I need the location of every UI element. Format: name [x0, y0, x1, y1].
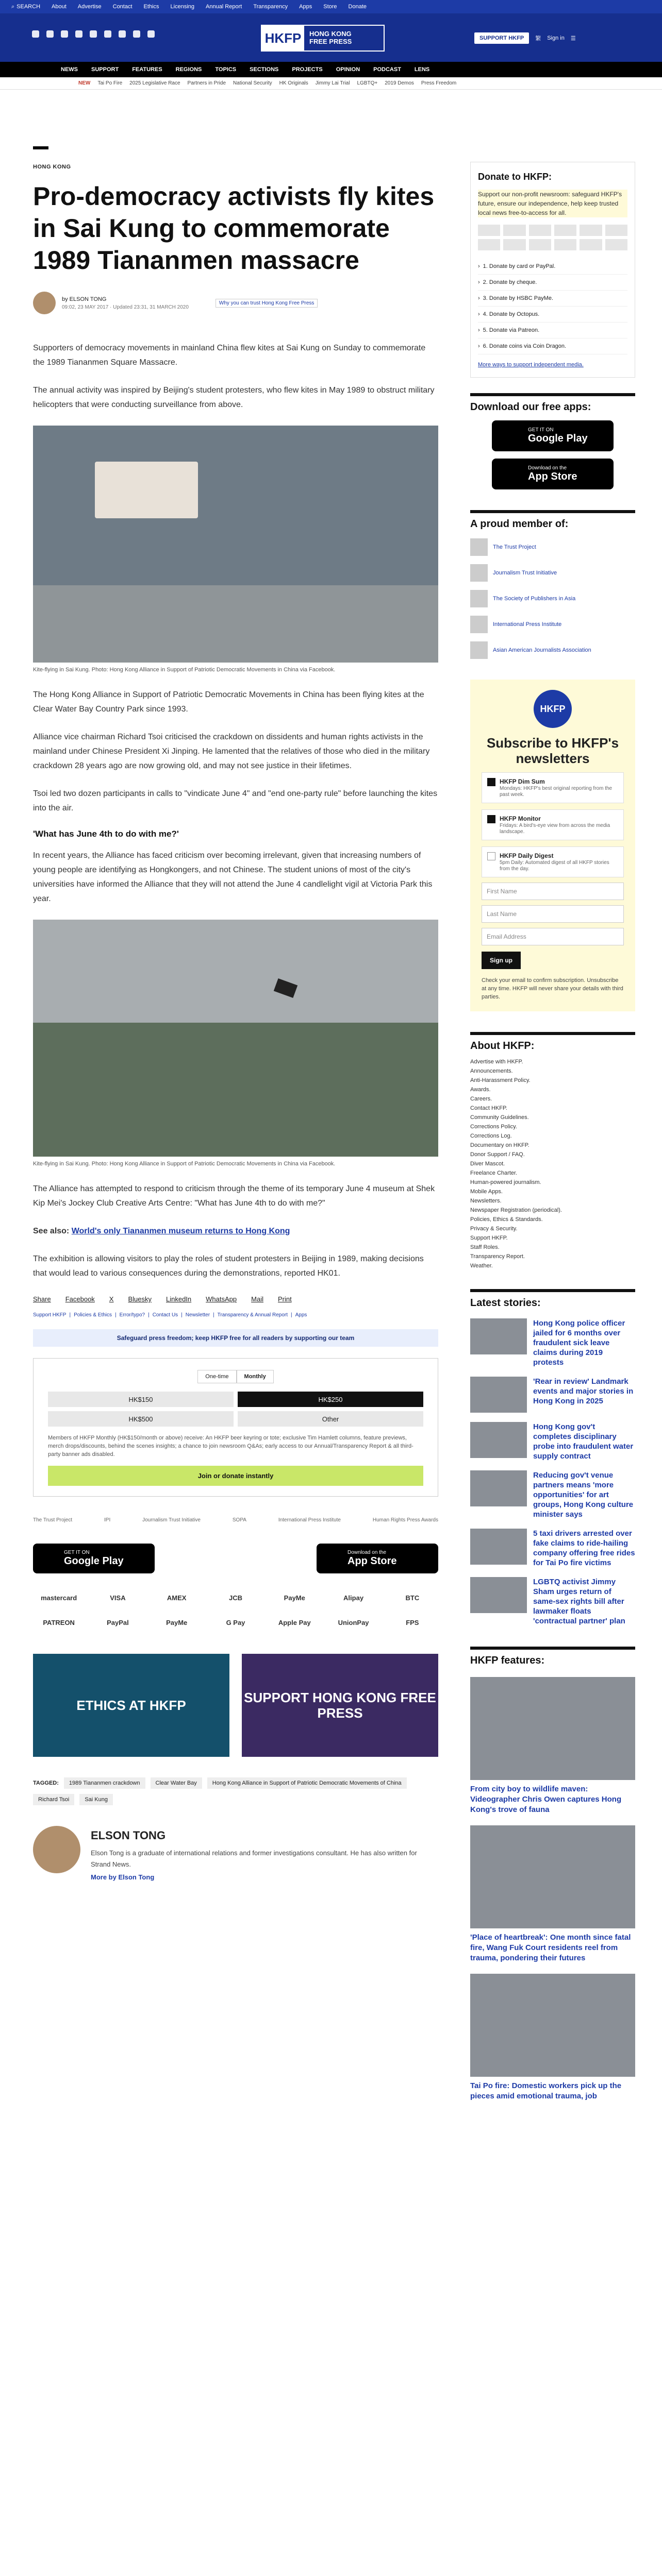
author-bio: Elson Tong is a graduate of international relations and former investigations consultant. He has also written for Strand News.	[91, 1849, 417, 1868]
about-link[interactable]: Anti-Harassment Policy.	[470, 1077, 531, 1083]
option-title: HKFP Dim Sum	[500, 778, 545, 785]
author-avatar[interactable]	[33, 292, 56, 314]
about-link[interactable]: Advertise with HKFP.	[470, 1059, 523, 1065]
tags-label: TAGGED:	[33, 1780, 59, 1786]
feature-image	[470, 1677, 635, 1780]
member-heading: A proud member of:	[470, 510, 635, 530]
search-icon: ⌕	[11, 3, 15, 10]
topbar-annual-report[interactable]: Annual Report	[206, 4, 242, 10]
promo-banners	[33, 1654, 438, 1757]
member-logo[interactable]	[470, 564, 635, 582]
about-link[interactable]: Mobile Apps.	[470, 1189, 503, 1195]
option-desc: 5pm Daily: Automated digest of all HKFP stories from the day.	[500, 860, 609, 872]
checkbox-unchecked-icon[interactable]	[487, 852, 495, 860]
newsletter-option[interactable]	[482, 772, 624, 803]
topbar-donate[interactable]: Donate	[348, 4, 367, 10]
donation-widget	[33, 1358, 438, 1497]
last-name-input[interactable]: Last Name	[482, 905, 624, 923]
support-promo[interactable]: SUPPORT HONG KONG FREE PRESS	[242, 1654, 438, 1757]
nav-features[interactable]: FEATURES	[132, 66, 162, 73]
store-big: Google Play	[528, 433, 588, 444]
latest-story[interactable]	[470, 1470, 635, 1519]
visa-icon: VISA	[110, 1594, 126, 1602]
paragraph: Supporters of democracy movements in mainland China flew kites at Sai Kung on Sunday to commemorate the 1989 Tiananmen Square Massacre.	[33, 344, 426, 367]
topbar-ethics[interactable]: Ethics	[143, 4, 159, 10]
share-whatsapp[interactable]: WhatsApp	[206, 1295, 237, 1303]
option-desc: Mondays: HKFP's best original reporting from the past week.	[500, 786, 613, 798]
story-title: 'Rear in review' Landmark events and major stories in Hong Kong in 2025	[533, 1377, 634, 1405]
payme-icon: PayMe	[166, 1618, 188, 1626]
tag[interactable]: Hong Kong Alliance in Support of Patriotic Democratic Movements of China	[207, 1777, 407, 1789]
donate-option[interactable]	[478, 307, 627, 323]
about-link[interactable]: Weather.	[470, 1263, 493, 1269]
store-big: App Store	[347, 1555, 397, 1567]
latest-story[interactable]	[470, 1377, 635, 1413]
feature-image	[470, 1825, 635, 1928]
subheading: 'What has June 4th to do with me?'	[33, 829, 179, 839]
link-transparency[interactable]: Transparency & Annual Report	[217, 1312, 288, 1318]
jcb-icon: JCB	[228, 1594, 242, 1602]
member-logo[interactable]	[470, 590, 635, 607]
nav-projects[interactable]: PROJECTS	[292, 66, 323, 73]
story-thumbnail	[470, 1422, 527, 1458]
about-link[interactable]: Community Guidelines.	[470, 1114, 529, 1121]
unionpay-icon: UnionPay	[338, 1618, 369, 1626]
payment-logo	[529, 225, 551, 236]
sec-item[interactable]: LGBTQ+	[357, 80, 378, 86]
about-link[interactable]: Documentary on HKFP.	[470, 1142, 529, 1148]
article-photo-crowd[interactable]	[33, 920, 438, 1157]
app-store-buttons	[33, 1544, 438, 1573]
logo-mark: HKFP	[262, 26, 304, 50]
sec-item[interactable]: 2019 Demos	[385, 80, 414, 86]
sec-item[interactable]: Tai Po Fire	[97, 80, 123, 86]
facebook-icon[interactable]	[32, 30, 39, 38]
more-by-author-link[interactable]: More by Elson Tong	[91, 1873, 155, 1881]
story-thumbnail	[470, 1577, 527, 1613]
nav-topics[interactable]: TOPICS	[215, 66, 237, 73]
option-label: 6. Donate coins via Coin Dragon.	[483, 343, 567, 349]
features-heading: HKFP features:	[470, 1647, 635, 1667]
author-box	[33, 1826, 438, 1881]
x-icon[interactable]	[46, 30, 54, 38]
topbar-licensing[interactable]: Licensing	[170, 4, 194, 10]
topbar-store[interactable]: Store	[323, 4, 337, 10]
story-title: Reducing gov't venue partners means 'more opportunities' for art groups, Hong Kong culture minister says	[533, 1471, 634, 1519]
payment-logo	[529, 239, 551, 250]
store-big: App Store	[528, 471, 577, 482]
topbar-transparency[interactable]: Transparency	[253, 4, 288, 10]
sidebar	[470, 90, 635, 2102]
option-title: HKFP Monitor	[500, 815, 541, 822]
about-link[interactable]: Support HKFP.	[470, 1235, 508, 1241]
store-small: Download on the	[528, 465, 567, 471]
google-play-button[interactable]	[33, 1544, 155, 1573]
signin-link[interactable]: Sign in	[547, 35, 565, 41]
about-link[interactable]: Diver Mascot.	[470, 1161, 505, 1167]
about-link[interactable]: Staff Roles.	[470, 1244, 500, 1250]
member-icon	[470, 564, 488, 582]
newsletter-option[interactable]	[482, 809, 624, 840]
link-support[interactable]: Support HKFP	[33, 1312, 67, 1318]
newsletter-box	[470, 680, 635, 1011]
linkedin-icon[interactable]	[119, 30, 126, 38]
feature-title: 'Place of heartbreak': One month since fatal fire, Wang Fuk Court residents reel from trauma, pondering their futures	[470, 1933, 631, 1962]
paragraph: In recent years, the Alliance has faced criticism over becoming irrelevant, given that increasing numbers of young people are identifying as Hongkongers, and not Chinese. The student unions of most of the city's universities have informed the Alliance that they will not attend the June 4 candlelight vigil at Victoria Park this year.	[33, 851, 433, 903]
member-icon	[470, 538, 488, 556]
partner-logos	[33, 1517, 438, 1523]
about-link[interactable]: Human-powered journalism.	[470, 1179, 541, 1185]
donate-option[interactable]	[478, 338, 627, 354]
byline	[33, 292, 438, 314]
option-label: 4. Donate by Octopus.	[483, 311, 540, 317]
payment-logo	[503, 225, 525, 236]
latest-story[interactable]	[470, 1529, 635, 1568]
member-logo[interactable]	[470, 538, 635, 556]
member-label: The Trust Project	[493, 544, 536, 550]
nav-sections[interactable]: SECTIONS	[250, 66, 279, 73]
member-icon	[470, 641, 488, 659]
app-store-button[interactable]	[317, 1544, 438, 1573]
paypal-icon: PayPal	[107, 1618, 129, 1626]
story-thumbnail	[470, 1529, 527, 1565]
member-label: The Society of Publishers in Asia	[493, 596, 576, 602]
main-nav	[0, 62, 662, 77]
sec-item[interactable]: National Security	[233, 80, 272, 86]
sidebar-app-store[interactable]	[492, 459, 614, 489]
one-time-tab[interactable]: One-time	[197, 1370, 236, 1383]
amount-option[interactable]: HK$150	[48, 1392, 234, 1407]
story-thumbnail	[470, 1470, 527, 1506]
article-column	[33, 90, 438, 1881]
donate-text: Support our non-profit newsroom: safeguard HKFP's future, ensure our independence, help keep trusted local news free-to-access for all.	[478, 190, 627, 217]
new-badge: NEW	[78, 80, 91, 86]
donate-heading: Donate to HKFP:	[478, 172, 552, 182]
footer-links: Support HKFP | Policies & Ethics | Error/typo? | Contact Us | Newsletter | Transparency & Annual Report | Apps	[33, 1312, 307, 1318]
link-error[interactable]: Error/typo?	[119, 1312, 145, 1318]
support-banner[interactable]: Safeguard press freedom; keep HKFP free for all readers by supporting our team	[33, 1329, 438, 1347]
story-thumbnail	[470, 1377, 527, 1413]
amount-option[interactable]: HK$500	[48, 1411, 234, 1427]
amount-other[interactable]: Other	[238, 1411, 423, 1427]
member-logo[interactable]	[470, 616, 635, 633]
option-arrow-icon: ›	[478, 263, 480, 269]
about-link[interactable]: Privacy & Security.	[470, 1226, 518, 1232]
checkbox-checked-icon[interactable]	[487, 815, 495, 823]
paragraph: Tsoi led two dozen participants in calls to "vindicate June 4" and "end one-party rule" before launching the kites into the air.	[33, 789, 438, 812]
see-also-link[interactable]: World's only Tiananmen museum returns to Hong Kong	[71, 1227, 290, 1235]
payment-logo	[554, 239, 576, 250]
option-arrow-icon: ›	[478, 311, 480, 317]
donate-box	[470, 162, 635, 378]
about-link[interactable]: Newsletters.	[470, 1198, 502, 1204]
monthly-tab[interactable]: Monthly	[237, 1370, 274, 1383]
option-arrow-icon: ›	[478, 343, 480, 349]
more-ways-link[interactable]: More ways to support independent media.	[478, 362, 584, 368]
newsletter-heading: Subscribe to HKFP's newsletters	[486, 735, 619, 766]
sec-item[interactable]: Partners in Pride	[187, 80, 226, 86]
topbar-search[interactable]: ⌕ SEARCH	[11, 3, 41, 10]
logo-line-1: HONG KONG	[309, 30, 352, 38]
author-photo[interactable]	[33, 1826, 80, 1873]
member-label: International Press Institute	[493, 621, 562, 628]
about-link[interactable]: Freelance Charter.	[470, 1170, 518, 1176]
nav-regions[interactable]: REGIONS	[175, 66, 202, 73]
donate-option[interactable]	[478, 259, 627, 275]
story-title: LGBTQ activist Jimmy Sham urges return of same-sex rights bill after lawmaker floats 'contractual partner' plan	[533, 1578, 625, 1625]
amount-option-selected[interactable]: HK$250	[238, 1392, 423, 1407]
article-category[interactable]: HONG KONG	[33, 164, 71, 170]
partner-logo[interactable]: International Press Institute	[278, 1517, 341, 1523]
share-mail[interactable]: Mail	[251, 1295, 263, 1303]
gpay-icon: G Pay	[226, 1618, 245, 1626]
paragraph: The exhibition is allowing visitors to play the roles of student protesters in Beijing in 1989, making decisions that would lead to various consequences during the demonstrations, reported HK01.	[33, 1255, 424, 1278]
logo-line-2: FREE PRESS	[309, 38, 352, 45]
link-contact[interactable]: Contact Us	[152, 1312, 178, 1318]
tag[interactable]: 1989 Tiananmen crackdown	[64, 1777, 145, 1789]
about-link[interactable]: Corrections Policy.	[470, 1124, 517, 1130]
publish-date: 09:02, 23 MAY 2017 · Updated 23:31, 31 MARCH 2020	[62, 304, 189, 310]
paragraph: The Alliance has attempted to respond to criticism through the theme of its temporary June 4 museum at Shek Kip Mei's Jockey Club Creative Arts Centre: "What has June 4th to do with me?"	[33, 1184, 435, 1208]
member-icon	[470, 616, 488, 633]
author-name[interactable]: by ELSON TONG	[62, 296, 107, 302]
link-policies[interactable]: Policies & Ethics	[74, 1312, 112, 1318]
feature-title: From city boy to wildlife maven: Videographer Chris Owen captures Hong Kong's trove of fauna	[470, 1785, 622, 1814]
feature-story[interactable]	[470, 1825, 635, 1963]
about-link[interactable]: Newspaper Registration (periodical).	[470, 1207, 562, 1213]
alipay-icon: Alipay	[343, 1594, 364, 1602]
story-thumbnail	[470, 1318, 527, 1354]
feature-story[interactable]	[470, 1677, 635, 1815]
member-label: Journalism Trust Initiative	[493, 570, 557, 576]
about-link[interactable]: Donor Support / FAQ.	[470, 1151, 525, 1158]
share-facebook[interactable]: Facebook	[65, 1295, 95, 1303]
story-title: Hong Kong police officer jailed for 6 months over fraudulent sick leave claims during 2019 protests	[533, 1319, 625, 1367]
about-link[interactable]: Policies, Ethics & Standards.	[470, 1216, 543, 1223]
signup-button[interactable]: Sign up	[482, 952, 521, 969]
youtube-icon[interactable]	[104, 30, 111, 38]
first-name-input[interactable]: First Name	[482, 883, 624, 900]
payment-logo	[478, 225, 500, 236]
about-list	[470, 1057, 635, 1270]
sec-item[interactable]: HK Originals	[279, 80, 308, 86]
option-arrow-icon: ›	[478, 279, 480, 285]
apps-heading: Download our free apps:	[470, 393, 635, 413]
newsletter-option[interactable]	[482, 846, 624, 877]
telegram-icon[interactable]	[133, 30, 140, 38]
topbar-apps[interactable]: Apps	[299, 4, 312, 10]
donate-option[interactable]	[478, 291, 627, 307]
feature-image	[470, 1974, 635, 2077]
language-switch[interactable]: 繁	[535, 36, 541, 42]
option-desc: Fridays: A bird's-eye view from across the media landscape.	[500, 823, 610, 835]
menu-icon[interactable]: ☰	[570, 35, 576, 42]
sec-item[interactable]: 2025 Legislative Race	[129, 80, 180, 86]
email-input[interactable]: Email Address	[482, 928, 624, 945]
payment-logo-grid	[478, 225, 627, 250]
sidebar-google-play[interactable]	[492, 420, 614, 451]
about-link[interactable]: Contact HKFP.	[470, 1105, 507, 1111]
see-also	[33, 1224, 438, 1239]
option-label: 3. Donate by HSBC PayMe.	[483, 295, 554, 301]
join-donate-button[interactable]: Join or donate instantly	[48, 1466, 423, 1486]
donate-option[interactable]	[478, 275, 627, 291]
frequency-toggle	[48, 1370, 423, 1383]
tag[interactable]: Clear Water Bay	[151, 1777, 202, 1789]
rss-icon[interactable]	[147, 30, 155, 38]
patreon-icon: PATREON	[43, 1618, 75, 1626]
secondary-nav	[0, 77, 662, 90]
payment-logo	[605, 239, 627, 250]
story-title: Hong Kong gov't completes disciplinary probe into fraudulent water supply contract	[533, 1422, 634, 1461]
share-bar	[33, 1295, 438, 1303]
store-big: Google Play	[64, 1555, 124, 1567]
nav-news[interactable]: NEWS	[61, 66, 78, 73]
photo-caption: Kite-flying in Sai Kung. Photo: Hong Kong Alliance in Support of Patriotic Democratic Movements in China via Facebook.	[33, 1161, 336, 1167]
option-arrow-icon: ›	[478, 327, 480, 333]
support-hkfp-button[interactable]: SUPPORT HKFP	[474, 32, 529, 44]
author-box-name[interactable]: ELSON TONG	[91, 1829, 166, 1842]
bluesky-icon[interactable]	[61, 30, 68, 38]
bitcoin-icon: BTC	[405, 1594, 420, 1602]
topbar-advertise[interactable]: Advertise	[77, 4, 102, 10]
sec-item[interactable]: Press Freedom	[421, 80, 457, 86]
tag-list	[33, 1777, 438, 1805]
article-photo-kites[interactable]	[33, 426, 438, 663]
about-link[interactable]: Careers.	[470, 1096, 492, 1102]
option-arrow-icon: ›	[478, 295, 480, 301]
latest-story[interactable]	[470, 1422, 635, 1461]
nav-lens[interactable]: LENS	[414, 66, 430, 73]
see-also-label: See also:	[33, 1227, 70, 1235]
applepay-icon: Apple Pay	[278, 1618, 311, 1626]
option-label: 1. Donate by card or PayPal.	[483, 263, 556, 269]
donate-option[interactable]	[478, 323, 627, 338]
tag[interactable]: Richard Tsoi	[33, 1794, 74, 1805]
partner-logo[interactable]: IPI	[104, 1517, 111, 1523]
latest-story[interactable]	[470, 1318, 635, 1367]
option-label: 2. Donate by cheque.	[483, 279, 537, 285]
paragraph: Alliance vice chairman Richard Tsoi criticised the crackdown on dissidents and human rights activists in the mainland under Chinese President Xi Jinping. He lamented that the relatives of those who died in the military crackdown 28 years ago are now growing old, and may not see justice in their lifetimes.	[33, 733, 430, 770]
feature-title: Tai Po fire: Domestic workers pick up the pieces amid emotional trauma, job	[470, 2081, 622, 2100]
threads-icon[interactable]	[90, 30, 97, 38]
payment-logo	[478, 239, 500, 250]
paragraph: The Hong Kong Alliance in Support of Patriotic Democratic Movements in China has been flying kites at the Clear Water Bay Country Park since 1993.	[33, 690, 424, 714]
partner-logo[interactable]: Journalism Trust Initiative	[142, 1517, 201, 1523]
store-small: Download on the	[347, 1550, 387, 1555]
partner-logo[interactable]: The Trust Project	[33, 1517, 73, 1523]
member-note: Members of HKFP Monthly (HK$150/month or above) receive: An HKFP beer keyring or tote; exclusive Tim Hamlett columns, feature previews, merch drops/discounts, behind the scenes insights; a chance to join newsroom Q&As; early access to our Annual/Transparency Report & all third-party banner ads disabled.	[48, 1435, 413, 1458]
trust-link[interactable]: Why you can trust Hong Kong Free Press	[216, 299, 318, 308]
about-link[interactable]: Announcements.	[470, 1068, 513, 1074]
partner-logo[interactable]: Human Rights Press Awards	[372, 1517, 438, 1523]
newsletter-fineprint: Check your email to confirm subscription. Unsubscribe at any time. HKFP will never share your details with third parties.	[482, 977, 623, 1000]
photo-caption: Kite-flying in Sai Kung. Photo: Hong Kong Alliance in Support of Patriotic Democratic Movements in China via Facebook.	[33, 667, 336, 673]
payment-methods	[33, 1589, 438, 1631]
tag[interactable]: Sai Kung	[79, 1794, 113, 1805]
story-title: 5 taxi drivers arrested over fake claims to ride-hailing company offering free rides for Tai Po fire victims	[533, 1529, 635, 1567]
nav-support[interactable]: SUPPORT	[91, 66, 119, 73]
option-title: HKFP Daily Digest	[500, 852, 554, 859]
mastercard-icon: mastercard	[41, 1594, 77, 1602]
topbar-contact[interactable]: Contact	[112, 4, 133, 10]
latest-heading: Latest stories:	[470, 1289, 635, 1309]
title-rule	[33, 146, 48, 149]
payme-icon: PayMe	[284, 1594, 305, 1602]
payment-logo	[580, 225, 602, 236]
about-heading: About HKFP:	[470, 1032, 635, 1052]
share-link[interactable]: Share	[33, 1295, 51, 1303]
masthead	[0, 13, 662, 62]
option-label: 5. Donate via Patreon.	[483, 327, 540, 333]
share-bluesky[interactable]: Bluesky	[128, 1295, 152, 1303]
member-icon	[470, 590, 488, 607]
payment-logo	[503, 239, 525, 250]
payment-logo	[580, 239, 602, 250]
store-small: GET IT ON	[64, 1550, 90, 1555]
member-logo[interactable]	[470, 641, 635, 659]
about-link[interactable]: Transparency Report.	[470, 1253, 525, 1260]
fps-icon: FPS	[406, 1618, 419, 1626]
sec-item[interactable]: Jimmy Lai Trial	[315, 80, 350, 86]
social-icons	[32, 30, 155, 38]
top-utility-bar	[0, 0, 662, 13]
partner-logo[interactable]: SOPA	[232, 1517, 246, 1523]
amex-icon: AMEX	[167, 1594, 187, 1602]
latest-story[interactable]	[470, 1577, 635, 1626]
about-link[interactable]: Awards.	[470, 1087, 491, 1093]
article-title: Pro-democracy activists fly kites in Sai Kung to commemorate 1989 Tiananmen massacre	[33, 182, 435, 275]
share-x[interactable]: X	[109, 1295, 114, 1303]
share-print[interactable]: Print	[277, 1295, 292, 1303]
newsletter-logo: HKFP	[534, 690, 572, 728]
feature-story[interactable]	[470, 1974, 635, 2102]
checkbox-checked-icon[interactable]	[487, 778, 495, 786]
link-newsletter[interactable]: Newsletter	[185, 1312, 210, 1318]
payment-logo	[554, 225, 576, 236]
site-logo[interactable]	[261, 25, 385, 52]
share-linkedin[interactable]: LinkedIn	[166, 1295, 192, 1303]
ethics-promo[interactable]: ETHICS AT HKFP	[33, 1654, 229, 1757]
about-link[interactable]: Corrections Log.	[470, 1133, 512, 1139]
nav-podcast[interactable]: PODCAST	[373, 66, 401, 73]
nav-opinion[interactable]: OPINION	[336, 66, 360, 73]
instagram-icon[interactable]	[75, 30, 82, 38]
topbar-about[interactable]: About	[52, 4, 67, 10]
store-small: GET IT ON	[528, 427, 554, 433]
link-apps[interactable]: Apps	[295, 1312, 307, 1318]
payment-logo	[605, 225, 627, 236]
member-label: Asian American Journalists Association	[493, 647, 591, 653]
paragraph: The annual activity was inspired by Beijing's student protesters, who flew kites in May 1989 to obstruct military helicopters that were conducting surveillance from above.	[33, 386, 435, 409]
